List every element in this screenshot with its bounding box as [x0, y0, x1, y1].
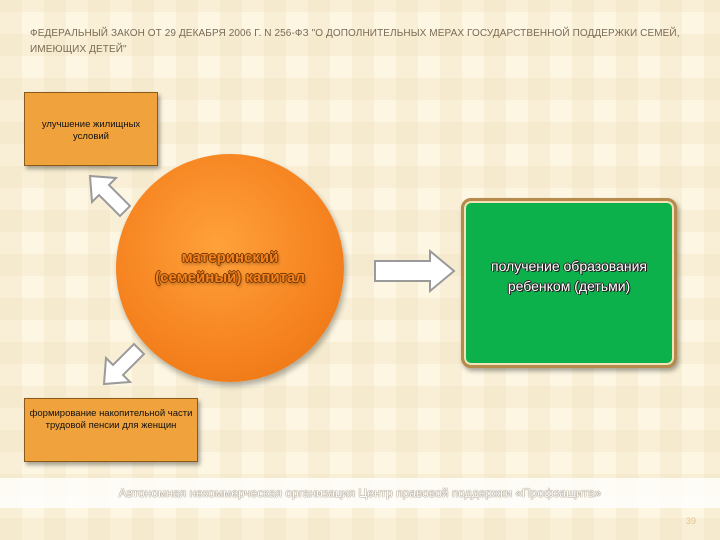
arrow-right-icon: [372, 248, 458, 294]
housing-improvement-box: [24, 92, 158, 166]
education-label: получение образования ребенком (детьми): [490, 258, 647, 294]
footer-organization: Автономная некоммерческая организация Центр правовой поддержки «Профзащита»: [118, 486, 602, 500]
pension-savings-box: [24, 398, 198, 462]
housing-improvement-label: улучшение жилищных условий: [41, 119, 141, 142]
maternal-capital-label: материнский (семейный) капитал: [155, 249, 305, 286]
slide-title: ФЕДЕРАЛЬНЫЙ ЗАКОН ОТ 29 ДЕКАБРЯ 2006 Г. N 256-ФЗ "О ДОПОЛНИТЕЛЬНЫХ МЕРАХ ГОСУДАРСТВЕННОЙ ПОДДЕРЖКИ СЕМЕЙ, ИМЕЮЩИХ ДЕТЕЙ": [30, 28, 680, 55]
page-number: 39: [685, 516, 696, 526]
arrow-down-left-icon: [96, 336, 152, 392]
pension-savings-label: формирование накопительной части трудовой пенсии для женщин: [29, 408, 193, 431]
education-box: [461, 198, 677, 368]
